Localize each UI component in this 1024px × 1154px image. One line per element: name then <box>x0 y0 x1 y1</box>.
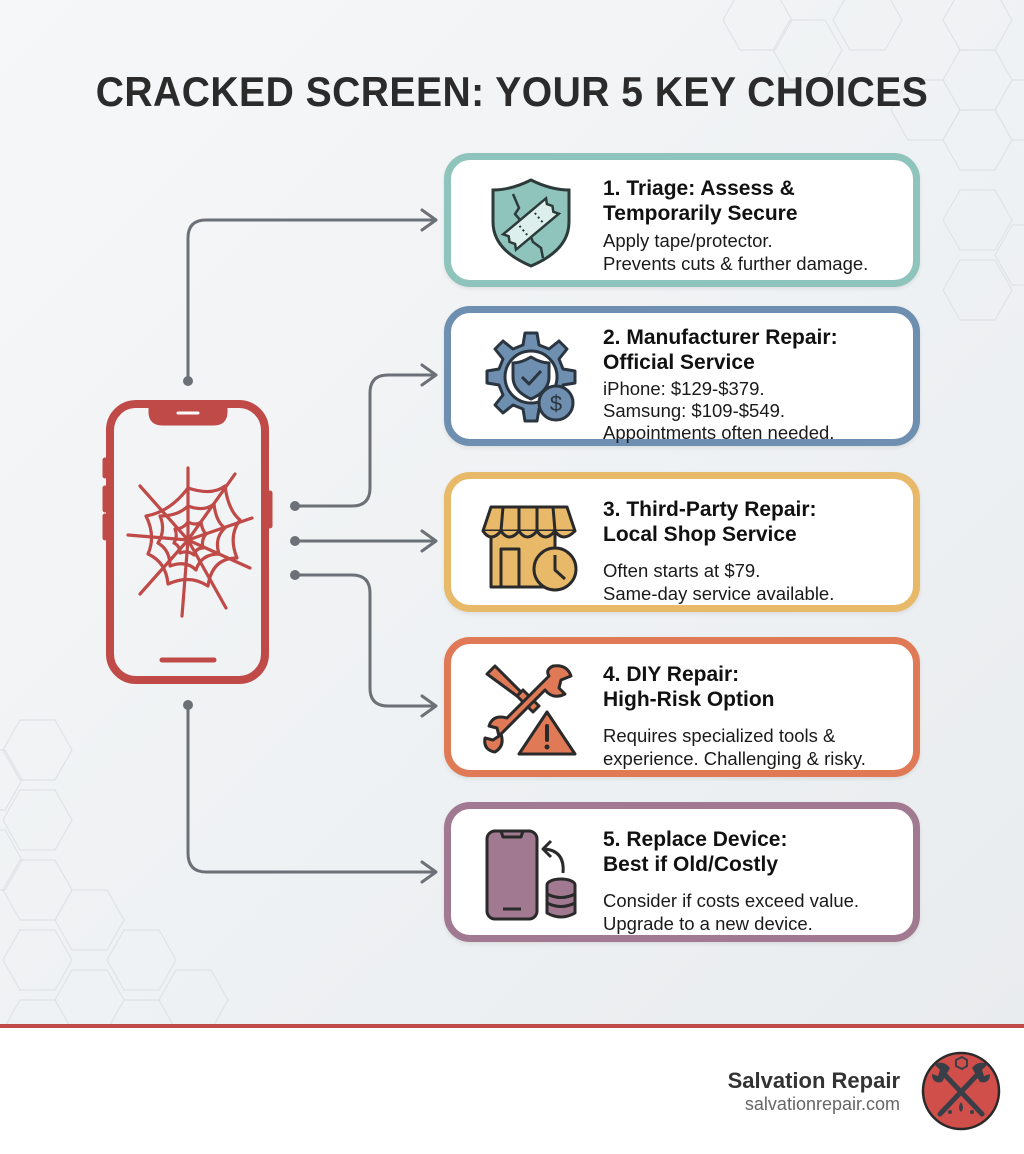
page-title: CRACKED SCREEN: YOUR 5 KEY CHOICES <box>95 68 929 115</box>
choice-5-body-line-1: Consider if costs exceed value. <box>603 890 860 911</box>
choice-2-body-line-2: Samsung: $109-$549. <box>603 400 786 421</box>
choice-5-heading-line-2: Best if Old/Costly <box>603 853 779 876</box>
choice-card-4-diy-repair <box>444 637 920 777</box>
connector-to-choice-4 <box>295 575 434 706</box>
choice-4-body-line-1: Requires specialized tools & <box>603 725 836 746</box>
choice-1-heading-line-2: Temporarily Secure <box>603 202 798 225</box>
choice-1-heading-line-1: 1. Triage: Assess & <box>603 177 795 200</box>
choice-3-body-line-1: Often starts at $79. <box>603 560 761 581</box>
choice-5-heading-line-1: 5. Replace Device: <box>603 828 788 851</box>
shop-clock-icon <box>481 495 581 595</box>
choice-2-body-line-1: iPhone: $129-$379. <box>603 378 765 399</box>
choice-card-3-third-party-repair <box>444 472 920 612</box>
choice-4-heading-line-2: High-Risk Option <box>603 688 775 711</box>
choice-4-heading-line-1: 4. DIY Repair: <box>603 663 740 686</box>
choice-card-2-manufacturer-repair <box>444 306 920 446</box>
connector-to-choice-1 <box>188 220 434 381</box>
gear-shield-dollar-icon <box>481 327 581 427</box>
choice-5-body-line-2: Upgrade to a new device. <box>603 913 813 934</box>
connector-to-choice-5 <box>188 705 434 872</box>
svg-text:$: $ <box>549 391 563 416</box>
tools-warning-icon <box>481 660 581 760</box>
taped-shield-icon <box>481 172 581 272</box>
choice-1-body-line-1: Apply tape/protector. <box>603 230 773 251</box>
choice-3-body-line-2: Same-day service available. <box>603 583 835 604</box>
cracked-phone-icon <box>100 398 276 688</box>
choice-4-body-line-2: experience. Challenging & risky. <box>603 748 866 769</box>
choice-2-body-line-3: Appointments often needed. <box>603 422 835 443</box>
choice-3-heading-line-2: Local Shop Service <box>603 523 797 546</box>
choice-3-heading-line-1: 3. Third-Party Repair: <box>603 498 817 521</box>
choice-1-body-line-2: Prevents cuts & further damage. <box>603 253 869 274</box>
choice-2-heading-line-2: Official Service <box>603 351 755 374</box>
choice-2-heading-line-1: 2. Manufacturer Repair: <box>603 326 838 349</box>
choice-card-5-replace-device <box>444 802 920 942</box>
phone-coins-icon <box>481 825 581 925</box>
crossed-wrenches-logo-icon <box>920 1050 1002 1132</box>
choice-card-1-triage <box>444 153 920 287</box>
brand-name: Salvation Repair <box>727 1068 900 1093</box>
brand-url[interactable]: salvationrepair.com <box>744 1094 900 1114</box>
connector-to-choice-2 <box>295 375 434 506</box>
footer <box>0 1024 1024 1154</box>
